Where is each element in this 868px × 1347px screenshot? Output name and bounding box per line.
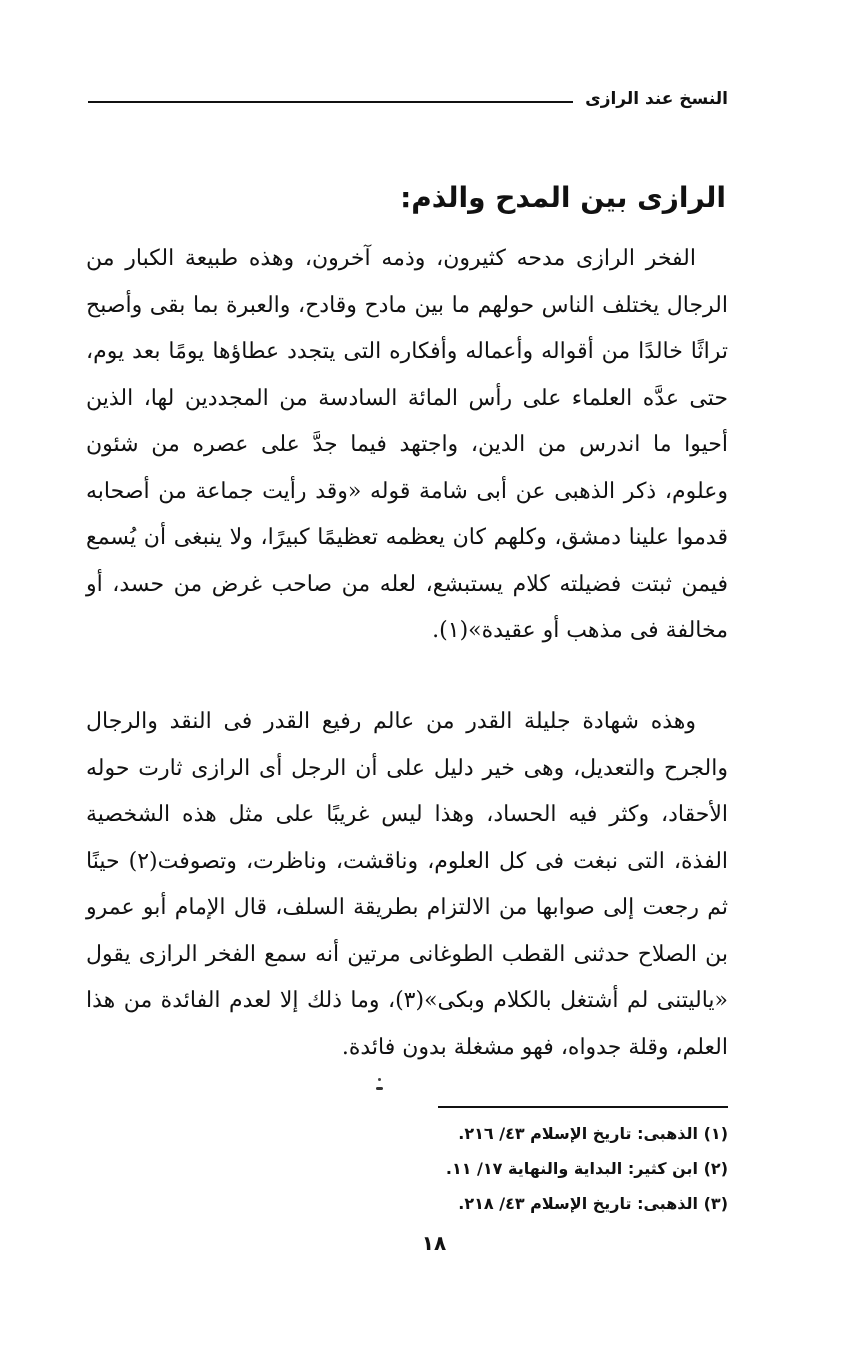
footnote-1: (١) الذهبى: تاريخ الإسلام ٤٣/ ٢١٦. [458,1124,728,1143]
footnote-2: (٢) ابن كثير: البداية والنهاية ١٧/ ١١. [445,1159,728,1178]
footnotes [328,1116,728,1221]
footnote-separator [438,1106,728,1108]
header-rule [88,101,573,103]
running-title: النسخ عند الرازى [585,89,728,109]
running-header [88,84,728,114]
footnote-3: (٣) الذهبى: تاريخ الإسلام ٤٣/ ٢١٨. [458,1194,728,1213]
body-paragraph: الفخر الرازى مدحه كثيرون، وذمه آخرون، وهذه طبيعة الكبار من الرجال يختلف الناس حولهم ما بين مادح وقادح، والعبرة بما بقى وأصبح تراثًا خالدًا من أقواله وأعماله وأفكاره التى يتجدد عطاؤها يومًا بعد يوم، حتى عدَّه العلماء على رأس المائة السادسة من المجددين لها، الذين أحيوا ما اندرس من الدين، واجتهد فيما جدَّ على عصره من شئون وعلوم، ذكر الذهبى عن أبى شامة قوله «وقد رأيت جماعة من أصحابه قدموا علينا دمشق، وكلهم كان يعظمه تعظيمًا كبيرًا، ولا ينبغى أن يُسمع فيمن ثبتت فضيلته كلام يستبشع، لعله من صاحب غرض من حسد، أو مخالفة فى مذهب أو عقيدة»(١). [86,246,728,643]
body-paragraph: وهذه شهادة جليلة القدر من عالم رفيع القدر فى النقد والرجال والجرح والتعديل، وهى خير دليل على أن الرجل أى الرازى ثارت حوله الأحقاد، وكثر فيه الحساد، وهذا ليس غريبًا على مثل هذه الشخصية الفذة، التى نبغت فى كل العلوم، وناقشت، وناظرت، وتصوفت(٢) حينًا ثم رجعت إلى صوابها من الالتزام بطريقة السلف، قال الإمام أبو عمرو بن الصلاح حدثنى القطب الطوغانى مرتين أنه سمع الفخر الرازى يقول «ياليتنى لم أشتغل بالكلام وبكى»(٣)، وما ذلك إلا لعدم الفائدة من هذا العلم، وقلة جدواه، فهو مشغلة بدون فائدة. [86,709,729,1060]
paragraph-2-block [86,699,728,1071]
continuation-mark [375,1078,385,1092]
paragraph-1-block [86,236,728,655]
page-number: ١٨ [421,1231,447,1255]
section-heading: الرازى بين المدح والذم: [400,181,726,214]
